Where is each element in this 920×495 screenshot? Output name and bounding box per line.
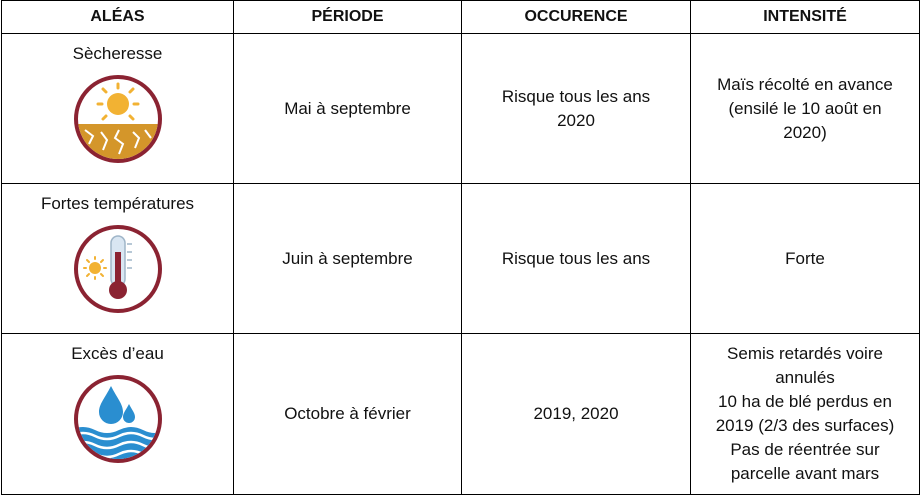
intensite-cell xyxy=(691,184,920,334)
water-waves-icon xyxy=(71,372,165,466)
intensite-line: (ensilé le 10 août en xyxy=(728,98,882,118)
header-row xyxy=(2,1,920,34)
alea-cell xyxy=(2,334,234,495)
intensite-line: 10 ha de blé perdus en xyxy=(718,392,892,411)
occurence-line: Risque tous les ans xyxy=(501,86,651,106)
intensite-line: parcelle avant mars xyxy=(730,464,880,483)
intensite-line: annulés xyxy=(775,368,835,387)
header-periode: PÉRIODE xyxy=(234,1,462,34)
periode-cell: Juin à septembre xyxy=(234,184,462,334)
occurence-cell xyxy=(462,334,691,495)
header-intensite: INTENSITÉ xyxy=(691,1,920,34)
table-row xyxy=(2,334,920,495)
intensite-line: Maïs récolté en avance xyxy=(717,74,893,94)
thermometer-sun-icon xyxy=(71,222,165,316)
periode-cell: Octobre à février xyxy=(234,334,462,495)
intensite-line: 2020) xyxy=(783,122,827,142)
table-row xyxy=(2,184,920,334)
intensite-cell xyxy=(691,34,920,184)
periode-cell: Mai à septembre xyxy=(234,34,462,184)
alea-label: Sècheresse xyxy=(72,44,163,63)
occurence-line: Risque tous les ans xyxy=(501,248,651,268)
header-occurence: OCCURENCE xyxy=(462,1,691,34)
alea-label: Excès d’eau xyxy=(71,344,164,363)
intensite-line: Forte xyxy=(785,248,825,268)
occurence-line: 2020 xyxy=(557,110,595,130)
header-aleas: ALÉAS xyxy=(2,1,234,34)
risk-table xyxy=(1,0,920,495)
alea-cell xyxy=(2,184,234,334)
occurence-cell xyxy=(462,184,691,334)
intensite-line: Semis retardés voire xyxy=(727,344,883,363)
alea-label: Fortes températures xyxy=(40,194,195,213)
table-row xyxy=(2,34,920,184)
alea-cell xyxy=(2,34,234,184)
intensite-line: Pas de réentrée sur xyxy=(730,440,880,459)
drought-icon xyxy=(71,72,165,166)
intensite-cell xyxy=(691,334,920,495)
intensite-line: 2019 (2/3 des surfaces) xyxy=(715,416,895,435)
occurence-line: 2019, 2020 xyxy=(533,404,619,423)
occurence-cell xyxy=(462,34,691,184)
